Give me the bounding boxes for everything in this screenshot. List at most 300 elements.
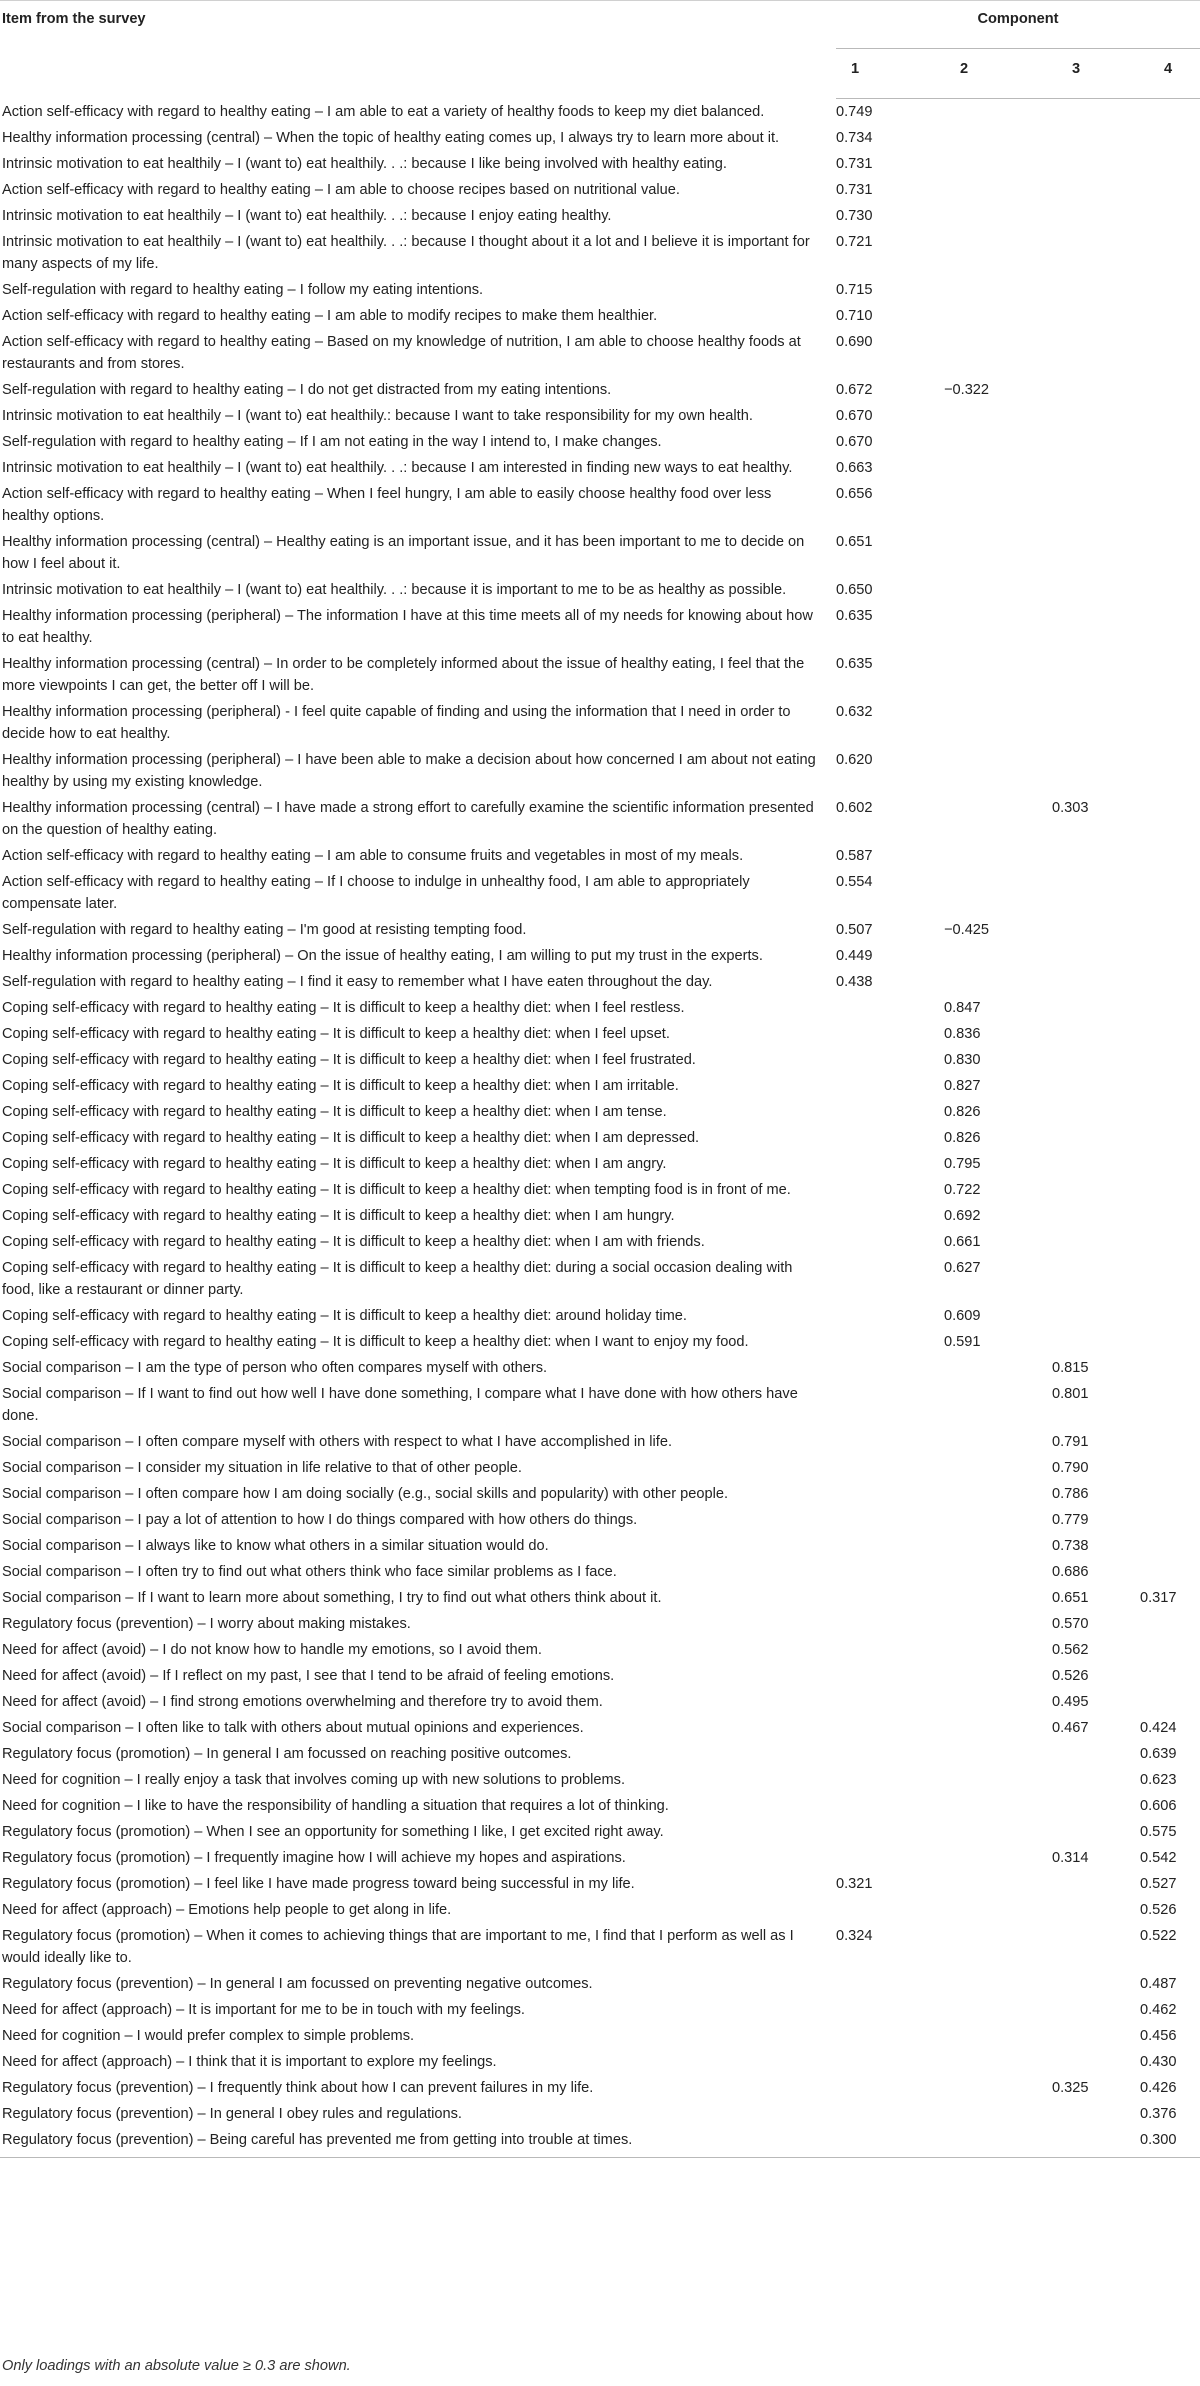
- item-text: Need for affect (approach) – Emotions help people to get along in life.: [2, 1902, 452, 1918]
- loading-component-2: [944, 1923, 1052, 1971]
- loading-component-2: [944, 529, 1052, 577]
- table-row: [0, 577, 1200, 603]
- loading-component-3: 0.801: [1052, 1386, 1089, 1402]
- loading-component-4: [1140, 1047, 1200, 1073]
- loading-component-3: 0.495: [1052, 1694, 1089, 1710]
- table-row: [0, 1637, 1200, 1663]
- loading-component-1: 0.635: [836, 608, 873, 624]
- loading-component-3: [1052, 1819, 1140, 1845]
- loading-component-1: [836, 1997, 944, 2023]
- table-row: [0, 329, 1200, 377]
- loading-component-4: [1140, 843, 1200, 869]
- loading-component-1: 0.670: [836, 434, 873, 450]
- loading-component-3: [1052, 1871, 1140, 1897]
- item-text: Social comparison – If I want to find out how well I have done something, I compare what I have done with how others have done.: [2, 1386, 798, 1424]
- loading-component-4: [1140, 125, 1200, 151]
- component-2-header: 2: [944, 49, 1052, 99]
- item-text: Need for cognition – I would prefer complex to simple problems.: [2, 2028, 415, 2044]
- table-row: [0, 303, 1200, 329]
- table-row: [0, 1611, 1200, 1637]
- loading-component-1: [836, 1637, 944, 1663]
- loading-component-2: [944, 1871, 1052, 1897]
- loading-component-3: 0.786: [1052, 1486, 1089, 1502]
- component-4-header: 4: [1140, 49, 1200, 99]
- item-text: Social comparison – I often try to find out what others think who face similar problems as I face.: [2, 1564, 617, 1580]
- table-row: [0, 151, 1200, 177]
- loading-component-2: [944, 125, 1052, 151]
- loading-component-1: [836, 1663, 944, 1689]
- item-text: Intrinsic motivation to eat healthily – I (want to) eat healthily. . .: because it is important to me to be as healthy as possible.: [2, 582, 787, 598]
- item-text: Social comparison – I consider my situation in life relative to that of other people.: [2, 1460, 522, 1476]
- table-row: [0, 1663, 1200, 1689]
- table-row: [0, 99, 1200, 126]
- loading-component-4: [1140, 577, 1200, 603]
- loading-component-4: [1140, 1689, 1200, 1715]
- loading-component-4: [1140, 1073, 1200, 1099]
- loading-component-4: [1140, 869, 1200, 917]
- item-text: Action self-efficacy with regard to healthy eating – I am able to eat a variety of healthy foods to keep my diet balanced.: [2, 103, 765, 120]
- table-row: [0, 177, 1200, 203]
- loading-component-4: [1140, 943, 1200, 969]
- table-row: [0, 481, 1200, 529]
- loading-component-3: [1052, 917, 1140, 943]
- loading-component-4: [1140, 1481, 1200, 1507]
- loading-component-1: [836, 1381, 944, 1429]
- loading-component-2: [944, 1997, 1052, 2023]
- loading-component-2: [944, 1845, 1052, 1871]
- loading-component-2: [944, 1355, 1052, 1381]
- loading-component-4: [1140, 699, 1200, 747]
- loading-component-1: 0.632: [836, 704, 873, 720]
- item-text: Social comparison – If I want to learn more about something, I try to find out what others think about it.: [2, 1590, 662, 1606]
- item-text: Intrinsic motivation to eat healthily – I (want to) eat healthily. . .: because I like being involved with healthy eating.: [2, 156, 727, 172]
- item-text: Action self-efficacy with regard to healthy eating – When I feel hungry, I am able to easily choose healthy food over less healthy options.: [2, 486, 772, 524]
- loading-component-3: [1052, 429, 1140, 455]
- loading-component-3: 0.562: [1052, 1642, 1089, 1658]
- loading-component-3: [1052, 455, 1140, 481]
- loading-component-3: [1052, 277, 1140, 303]
- loading-component-3: [1052, 1151, 1140, 1177]
- loading-component-3: [1052, 1971, 1140, 1997]
- item-text: Self-regulation with regard to healthy eating – I follow my eating intentions.: [2, 282, 484, 298]
- item-text: Coping self-efficacy with regard to healthy eating – It is difficult to keep a healthy diet: when I feel restless.: [2, 1000, 685, 1016]
- table-row: [0, 2049, 1200, 2075]
- item-column-header: Item from the survey: [2, 11, 146, 27]
- loading-component-4: 0.430: [1140, 2054, 1177, 2070]
- loading-component-4: 0.639: [1140, 1746, 1177, 1762]
- loading-component-2: [944, 1897, 1052, 1923]
- loading-component-1: 0.731: [836, 156, 873, 172]
- table-row: [0, 1177, 1200, 1203]
- loading-component-1: [836, 1507, 944, 1533]
- table-row: [0, 1255, 1200, 1303]
- loading-component-2: [944, 747, 1052, 795]
- table-body: [0, 99, 1200, 2158]
- item-text: Coping self-efficacy with regard to healthy eating – It is difficult to keep a healthy diet: when I am tense.: [2, 1104, 667, 1120]
- loading-component-2: [944, 2101, 1052, 2127]
- table-row: [0, 795, 1200, 843]
- table-row: [0, 603, 1200, 651]
- loading-component-1: 0.670: [836, 408, 873, 424]
- item-text: Regulatory focus (promotion) – In general I am focussed on reaching positive outcomes.: [2, 1746, 572, 1762]
- loading-component-4: [1140, 1381, 1200, 1429]
- item-text: Need for cognition – I like to have the responsibility of handling a situation that requires a lot of thinking.: [2, 1798, 669, 1814]
- loading-component-3: [1052, 481, 1140, 529]
- loading-component-1: [836, 1481, 944, 1507]
- loading-component-2: 0.826: [944, 1130, 981, 1146]
- table-row: [0, 1585, 1200, 1611]
- loading-component-4: [1140, 99, 1200, 126]
- loading-component-1: [836, 1559, 944, 1585]
- loading-component-3: [1052, 577, 1140, 603]
- loading-component-1: [836, 1455, 944, 1481]
- loading-component-3: [1052, 1125, 1140, 1151]
- loading-component-3: 0.651: [1052, 1590, 1089, 1606]
- loading-component-1: [836, 1125, 944, 1151]
- loading-component-2: [944, 1741, 1052, 1767]
- loading-component-3: [1052, 843, 1140, 869]
- loading-component-4: 0.300: [1140, 2127, 1200, 2158]
- item-text: Need for affect (avoid) – If I reflect on my past, I see that I tend to be afraid of feeling emotions.: [2, 1668, 615, 1684]
- table-row: [0, 1971, 1200, 1997]
- item-text: Regulatory focus (promotion) – I frequently imagine how I will achieve my hopes and aspirations.: [2, 1850, 626, 1866]
- loading-component-1: 0.651: [836, 534, 873, 550]
- loading-component-2: [944, 1559, 1052, 1585]
- table-row: [0, 1229, 1200, 1255]
- item-text: Regulatory focus (promotion) – I feel like I have made progress toward being successful in my life.: [2, 1876, 635, 1892]
- item-text: Coping self-efficacy with regard to healthy eating – It is difficult to keep a healthy diet: around holiday time.: [2, 1308, 687, 1324]
- loading-component-1: [836, 1767, 944, 1793]
- loading-component-2: [944, 969, 1052, 995]
- loading-component-2: 0.609: [944, 1308, 981, 1324]
- loading-component-2: [944, 2075, 1052, 2101]
- loading-component-1: [836, 1151, 944, 1177]
- item-text: Healthy information processing (central) – In order to be completely informed about the issue of healthy eating, I feel that the more viewpoints I can get, the better off I will be.: [2, 656, 805, 694]
- table-row: [0, 1845, 1200, 1871]
- table-row: [0, 1741, 1200, 1767]
- item-text: Coping self-efficacy with regard to healthy eating – It is difficult to keep a healthy diet: when I am hungry.: [2, 1208, 675, 1224]
- loading-component-1: [836, 1177, 944, 1203]
- loading-component-1: [836, 1429, 944, 1455]
- loading-component-4: [1140, 1455, 1200, 1481]
- loading-component-2: [944, 429, 1052, 455]
- loading-component-3: 0.467: [1052, 1720, 1089, 1736]
- loading-component-4: [1140, 377, 1200, 403]
- loading-component-4: 0.317: [1140, 1590, 1177, 1606]
- loading-component-1: 0.587: [836, 848, 873, 864]
- loading-component-4: [1140, 747, 1200, 795]
- item-text: Intrinsic motivation to eat healthily – I (want to) eat healthily.: because I want to take responsibility for my own health.: [2, 408, 753, 424]
- loading-component-3: [1052, 1255, 1140, 1303]
- loading-component-2: [944, 1793, 1052, 1819]
- loading-component-1: 0.507: [836, 922, 873, 938]
- loading-component-4: [1140, 1611, 1200, 1637]
- table-row: [0, 2075, 1200, 2101]
- loading-component-3: [1052, 203, 1140, 229]
- component-3-header: 3: [1052, 49, 1140, 99]
- loading-component-3: [1052, 1741, 1140, 1767]
- loading-component-2: [944, 1637, 1052, 1663]
- loading-component-2: [944, 303, 1052, 329]
- loading-component-4: [1140, 177, 1200, 203]
- loading-component-3: [1052, 1229, 1140, 1255]
- loading-component-1: [836, 1099, 944, 1125]
- loading-component-4: [1140, 403, 1200, 429]
- loading-component-1: 0.650: [836, 582, 873, 598]
- loading-component-4: [1140, 1559, 1200, 1585]
- loading-component-1: 0.734: [836, 130, 873, 146]
- table-row: [0, 917, 1200, 943]
- table-row: [0, 277, 1200, 303]
- loading-component-2: [944, 1455, 1052, 1481]
- loading-component-3: [1052, 303, 1140, 329]
- table-row: [0, 1455, 1200, 1481]
- loading-component-3: [1052, 2023, 1140, 2049]
- item-text: Coping self-efficacy with regard to healthy eating – It is difficult to keep a healthy diet: when I am with friends.: [2, 1234, 705, 1250]
- item-text: Coping self-efficacy with regard to healthy eating – It is difficult to keep a healthy diet: when tempting food is in front of me.: [2, 1182, 791, 1198]
- table-row: [0, 843, 1200, 869]
- loading-component-3: 0.526: [1052, 1668, 1089, 1684]
- loading-component-3: [1052, 2049, 1140, 2075]
- loading-component-4: [1140, 1663, 1200, 1689]
- item-text: Social comparison – I often compare how I am doing socially (e.g., social skills and popularity) with other people.: [2, 1486, 728, 1502]
- table-row: [0, 1923, 1200, 1971]
- item-text: Action self-efficacy with regard to healthy eating – If I choose to indulge in unhealthy food, I am able to appropriately compensate later.: [2, 874, 750, 912]
- loading-component-3: 0.314: [1052, 1850, 1089, 1866]
- item-text: Need for affect (approach) – It is important for me to be in touch with my feelings.: [2, 2002, 525, 2018]
- loading-component-1: [836, 2101, 944, 2127]
- item-text: Regulatory focus (prevention) – Being careful has prevented me from getting into trouble at times.: [0, 2127, 836, 2158]
- table-row: [0, 1151, 1200, 1177]
- item-text: Regulatory focus (prevention) – I worry about making mistakes.: [2, 1616, 411, 1632]
- loading-component-2: 0.627: [944, 1260, 981, 1276]
- loading-component-2: 0.830: [944, 1052, 981, 1068]
- loading-component-2: 0.826: [944, 1104, 981, 1120]
- item-text: Coping self-efficacy with regard to healthy eating – It is difficult to keep a healthy diet: when I am irritable.: [2, 1078, 679, 1094]
- loading-component-2: [944, 403, 1052, 429]
- loading-component-3: [1052, 1177, 1140, 1203]
- table-row: [0, 1099, 1200, 1125]
- loading-component-1: 0.710: [836, 308, 873, 324]
- loading-component-4: [1140, 329, 1200, 377]
- loading-component-1: 0.690: [836, 334, 873, 350]
- loading-component-4: 0.424: [1140, 1720, 1177, 1736]
- loading-component-1: [836, 1897, 944, 1923]
- loading-component-2: [944, 2127, 1052, 2158]
- item-text: Coping self-efficacy with regard to healthy eating – It is difficult to keep a healthy diet: during a social occasion dealing with food, like a restaurant or dinner party.: [2, 1260, 793, 1298]
- table-row: [0, 1507, 1200, 1533]
- loading-component-4: [1140, 1637, 1200, 1663]
- loading-component-2: [944, 651, 1052, 699]
- table-row: [0, 699, 1200, 747]
- loading-component-3: [1052, 1329, 1140, 1355]
- item-text: Social comparison – I often like to talk with others about mutual opinions and experiences.: [2, 1720, 584, 1736]
- loading-component-1: 0.438: [836, 974, 873, 990]
- table-row: [0, 403, 1200, 429]
- loading-component-2: [944, 1585, 1052, 1611]
- loading-component-2: [944, 699, 1052, 747]
- item-text: Need for affect (avoid) – I do not know how to handle my emotions, so I avoid them.: [2, 1642, 542, 1658]
- loading-component-3: [1052, 1203, 1140, 1229]
- loading-component-1: 0.672: [836, 382, 873, 398]
- loading-component-1: [836, 1611, 944, 1637]
- loading-component-2: 0.795: [944, 1156, 981, 1172]
- loading-component-3: [1052, 869, 1140, 917]
- loading-component-4: 0.606: [1140, 1798, 1177, 1814]
- loading-component-3: [1052, 1047, 1140, 1073]
- table-row: [0, 1125, 1200, 1151]
- item-text: Healthy information processing (peripheral) - I feel quite capable of finding and using the information that I need in order to decide how to eat healthy.: [2, 704, 791, 742]
- loading-component-2: [944, 1533, 1052, 1559]
- loading-component-1: [836, 2023, 944, 2049]
- table-row: [0, 429, 1200, 455]
- loading-component-2: −0.322: [944, 382, 990, 398]
- loading-component-1: [836, 1229, 944, 1255]
- loading-component-3: 0.815: [1052, 1360, 1089, 1376]
- loading-component-4: [1140, 1229, 1200, 1255]
- loading-component-2: [944, 1663, 1052, 1689]
- item-text: Action self-efficacy with regard to healthy eating – I am able to consume fruits and vegetables in most of my meals.: [2, 848, 744, 864]
- item-text: Social comparison – I often compare myself with others with respect to what I have accomplished in life.: [2, 1434, 673, 1450]
- item-text: Coping self-efficacy with regard to healthy eating – It is difficult to keep a healthy diet: when I feel upset.: [2, 1026, 670, 1042]
- item-text: Healthy information processing (peripheral) – I have been able to make a decision about how concerned I am about not eating healthy by using my existing knowledge.: [2, 752, 816, 790]
- loading-component-4: 0.542: [1140, 1850, 1177, 1866]
- table-row: [0, 651, 1200, 699]
- loading-component-3: 0.738: [1052, 1538, 1089, 1554]
- loading-component-1: [836, 1715, 944, 1741]
- table-row: [0, 1047, 1200, 1073]
- loading-component-1: [836, 2075, 944, 2101]
- loading-component-1: 0.749: [836, 104, 873, 120]
- loading-component-4: [1140, 1533, 1200, 1559]
- table-row: [0, 1871, 1200, 1897]
- loading-component-2: [944, 577, 1052, 603]
- loading-component-2: 0.827: [944, 1078, 981, 1094]
- loading-component-2: [944, 2049, 1052, 2075]
- item-text: Healthy information processing (peripheral) – The information I have at this time meets all of my needs for knowing about how to eat healthy.: [2, 608, 813, 646]
- loading-component-4: [1140, 229, 1200, 277]
- loading-component-3: 0.790: [1052, 1460, 1089, 1476]
- item-text: Healthy information processing (central) – I have made a strong effort to carefully examine the scientific information presented on the question of healthy eating.: [2, 800, 814, 838]
- loading-component-2: [944, 229, 1052, 277]
- loading-component-2: [944, 1381, 1052, 1429]
- loading-component-3: [1052, 699, 1140, 747]
- table-row: [0, 1533, 1200, 1559]
- item-text: Action self-efficacy with regard to healthy eating – Based on my knowledge of nutrition, I am able to choose healthy foods at restaurants and from stores.: [2, 334, 801, 372]
- loading-component-4: [1140, 277, 1200, 303]
- item-text: Regulatory focus (promotion) – When I see an opportunity for something I like, I get excited right away.: [2, 1824, 664, 1840]
- loading-component-2: [944, 1689, 1052, 1715]
- loading-component-2: [944, 1507, 1052, 1533]
- item-text: Self-regulation with regard to healthy eating – I find it easy to remember what I have eaten throughout the day.: [2, 974, 713, 990]
- loading-component-1: 0.324: [836, 1928, 873, 1944]
- loading-component-4: 0.456: [1140, 2028, 1177, 2044]
- table-row: [0, 943, 1200, 969]
- loading-component-2: 0.836: [944, 1026, 981, 1042]
- item-text: Need for affect (approach) – I think that it is important to explore my feelings.: [2, 2054, 497, 2070]
- loading-component-3: [1052, 99, 1140, 126]
- loading-component-1: 0.715: [836, 282, 873, 298]
- loading-component-3: [1052, 1021, 1140, 1047]
- table-row: [0, 377, 1200, 403]
- loading-component-3: [1052, 1099, 1140, 1125]
- loading-component-1: [836, 1303, 944, 1329]
- loading-component-2: −0.425: [944, 922, 990, 938]
- loading-component-1: 0.554: [836, 874, 873, 890]
- loading-component-3: [1052, 1303, 1140, 1329]
- loading-component-1: [836, 1329, 944, 1355]
- item-text: Social comparison – I am the type of person who often compares myself with others.: [2, 1360, 548, 1376]
- loading-component-2: [944, 177, 1052, 203]
- loading-component-2: [944, 151, 1052, 177]
- loading-component-4: [1140, 1355, 1200, 1381]
- table-row: [0, 1767, 1200, 1793]
- table-row: [0, 2127, 1200, 2158]
- loading-component-1: [836, 1047, 944, 1073]
- table-row: [0, 1897, 1200, 1923]
- loading-component-4: [1140, 651, 1200, 699]
- loading-component-3: [1052, 177, 1140, 203]
- loading-component-2: [944, 1715, 1052, 1741]
- table-row: [0, 1355, 1200, 1381]
- loading-component-3: [1052, 529, 1140, 577]
- item-text: Intrinsic motivation to eat healthily – I (want to) eat healthily. . .: because I am interested in finding new ways to eat healthy.: [2, 460, 793, 476]
- item-text: Action self-efficacy with regard to healthy eating – I am able to modify recipes to make them healthier.: [2, 308, 658, 324]
- loading-component-2: 0.591: [944, 1334, 981, 1350]
- loading-component-4: [1140, 303, 1200, 329]
- loading-component-1: 0.602: [836, 800, 873, 816]
- table-row: [0, 1793, 1200, 1819]
- loading-component-4: 0.623: [1140, 1772, 1177, 1788]
- loading-component-1: [836, 995, 944, 1021]
- table-row: [0, 1303, 1200, 1329]
- item-text: Regulatory focus (prevention) – In general I obey rules and regulations.: [2, 2106, 462, 2122]
- table-row: [0, 125, 1200, 151]
- loading-component-2: [944, 843, 1052, 869]
- table-row: [0, 203, 1200, 229]
- loading-component-4: 0.376: [1140, 2106, 1177, 2122]
- loading-component-3: 0.570: [1052, 1616, 1089, 1632]
- loading-component-1: [836, 1845, 944, 1871]
- table-row: [0, 1381, 1200, 1429]
- table-row: [0, 455, 1200, 481]
- loading-component-4: [1140, 795, 1200, 843]
- table-row: [0, 1559, 1200, 1585]
- loading-component-3: [1052, 377, 1140, 403]
- loading-component-4: [1140, 995, 1200, 1021]
- loading-component-2: [944, 1429, 1052, 1455]
- loading-component-3: 0.791: [1052, 1434, 1089, 1450]
- table-row: [0, 1073, 1200, 1099]
- loading-component-3: [1052, 1923, 1140, 1971]
- item-text: Coping self-efficacy with regard to healthy eating – It is difficult to keep a healthy diet: when I feel frustrated.: [2, 1052, 696, 1068]
- loading-component-2: [944, 1819, 1052, 1845]
- loading-component-2: 0.722: [944, 1182, 981, 1198]
- table-row: [0, 529, 1200, 577]
- loading-component-1: [836, 1793, 944, 1819]
- loading-component-1: [836, 1533, 944, 1559]
- item-text: Need for affect (avoid) – I find strong emotions overwhelming and therefore try to avoid them.: [2, 1694, 603, 1710]
- loading-component-1: [836, 1585, 944, 1611]
- loading-component-2: [944, 481, 1052, 529]
- loading-component-2: 0.661: [944, 1234, 981, 1250]
- loading-component-4: [1140, 1177, 1200, 1203]
- loading-component-3: [1052, 125, 1140, 151]
- loading-component-4: 0.462: [1140, 2002, 1177, 2018]
- item-text: Self-regulation with regard to healthy eating – I do not get distracted from my eating intentions.: [2, 382, 612, 398]
- loading-component-4: [1140, 151, 1200, 177]
- loading-component-2: 0.692: [944, 1208, 981, 1224]
